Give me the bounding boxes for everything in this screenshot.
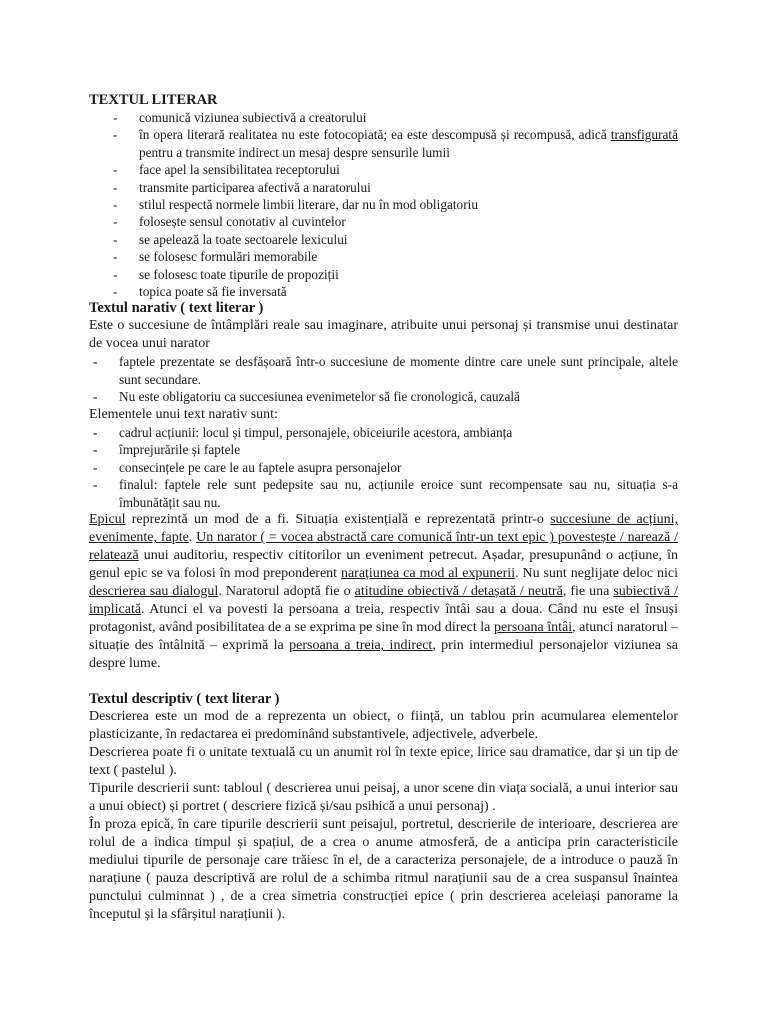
literary-text-features-list [89,109,678,300]
paragraph-text: . [188,530,197,546]
underlined-term: Un narator ( = vocea abstractă care comunică într-un text epic ) povestește / narează / relatează [89,530,678,564]
list-item-text: în opera literară realitatea nu este fotocopiată; ea este descompusă și recompusă, adică [139,127,607,143]
list-item: - topica poate să fie inversată [113,283,678,300]
underlined-term: subiectivă / implicată [89,584,679,618]
list-item: - se folosesc toate tipurile de propoziții [113,266,678,283]
list-item [113,126,678,161]
paragraph-text: . Nu sunt neglijate deloc nici [515,566,678,582]
list-item: - comunică viziunea subiectivă a creatorului [113,109,678,126]
section-spacer [89,673,678,691]
paragraph-text: , prin intermediul personajelor viziunea sa despre lume. [89,638,678,672]
list-item: - consecințele pe care le au faptele asupra personajelor [93,459,678,477]
narrative-bullets-list [89,353,678,406]
underlined-term: succesiune de acțiuni, evenimente, fapte [89,512,678,546]
list-item: - împrejurările și faptele [93,441,678,459]
list-item: - finalul: faptele rele sunt pedepsite sau nu, acțiunile eroice sunt recompensate sau nu, situația s-a îmbunătățit sau nu. [93,476,678,511]
document-content [89,91,678,924]
section-title-textul-literar: TEXTUL LITERAR [89,92,218,108]
paragraph-text: . Naratorul adoptă fie o [218,584,355,600]
paragraph-text: reprezintă un mod de a fi. Situația existențială e reprezentată printr-o [125,512,551,528]
list-item: - face apel la sensibilitatea receptorului [113,161,678,178]
section-title-textul-narativ: Textul narativ ( text literar ) [89,300,264,317]
paragraph-text: . Atunci el va povesti la persoana a treia, respectiv întâi sau a doua. Când nu este el însuși protagonist, având posibilitatea de a se exprima pe sine în mod direct la [89,602,678,636]
narrative-intro-paragraph: Este o succesiune de întâmplări reale sau imaginare, atribuite unui personaj și transmise unui destinatar de vocea unui narator [89,318,678,352]
descriptive-paragraph: În proza epică, în care tipurile descrierii sunt peisajul, portretul, descrierile de interioare, descrierea are rolul de a indica timpul și spațiul, de a crea o anume atmosferă, de a anticipa prin caracteristicile mediului tipurile de personaje care trăiesc în el, de a caracteriza personajele, de a introduce o pauză în narațiune ( pauza descriptivă are rolul de a schimba ritmul narațiunii sau de a crea suspansul înaintea punctului culminnat ) , de a crea simetria construcției epice ( prin descrierea aceleiași panorame la începutul și la sfârșitul narațiunii ). [89,817,678,923]
list-item: - faptele prezentate se desfășoară într-o succesiune de momente dintre care unele sunt principale, altele sunt secundare. [93,353,678,388]
underlined-term: narațiunea ca mod al expunerii [340,566,516,582]
underlined-term: Epicul [89,512,126,528]
underlined-term: persoana întâi [493,620,573,636]
paragraph-text: , fie una [562,584,614,600]
narrative-elements-list [89,424,678,512]
list-item: - se apelează la toate sectoarele lexicului [113,231,678,248]
list-item: - stilul respectă normele limbii literare, dar nu în mod obligatoriu [113,196,678,213]
list-item-text: pentru a transmite indirect un mesaj despre sensurile lumii [139,144,450,160]
list-item: - se folosesc formulări memorabile [113,248,678,265]
paragraph-text: , atunci naratorul – situație des întâlnită – exprimă la [89,620,679,654]
paragraph-text: unui auditoriu, respectiv cititorilor un eveniment petrecut. Așadar, presupunând o acțiune, în genul epic se va folosi în mod preponderent [89,548,678,582]
list-item: - transmite participarea afectivă a naratorului [113,179,678,196]
list-item: - cadrul acțiunii: locul și timpul, personajele, obiceiurile acestora, ambianța [93,424,678,442]
descriptive-paragraph: Descrierea este un mod de a reprezenta un obiect, o ființă, un tablou prin acumularea elementelor plasticizante, în redactarea ei predominând substantivele, adjectivele, adverbele. [89,709,678,743]
underlined-term: atitudine obiectivă / detașată / neutră [354,584,563,600]
underlined-term: transfigurată [610,127,678,143]
epic-paragraph [89,511,678,673]
list-item: - folosește sensul conotativ al cuvintelor [113,213,678,230]
underlined-term: descrierea sau dialogul [89,584,219,600]
elements-heading: Elementele unui text narativ sunt: [89,406,278,422]
list-item: - Nu este obligatoriu ca succesiunea evenimetelor să fie cronologică, cauzală [93,388,678,406]
descriptive-paragraph: Descrierea poate fi o unitate textuală cu un anumit rol în texte epice, lirice sau dramatice, dar și un tip de text ( pastelul ). [89,745,678,779]
descriptive-paragraph: Tipurile descrierii sunt: tabloul ( descrierea unui peisaj, a unor scene din viața socială, a unui interior sau a unui obiect) și portret ( descriere fizică și/sau psihică a unui personaj) . [89,781,678,815]
underlined-term: persoana a treia, indirect [289,638,433,654]
section-title-textul-descriptiv: Textul descriptiv ( text literar ) [89,691,280,708]
